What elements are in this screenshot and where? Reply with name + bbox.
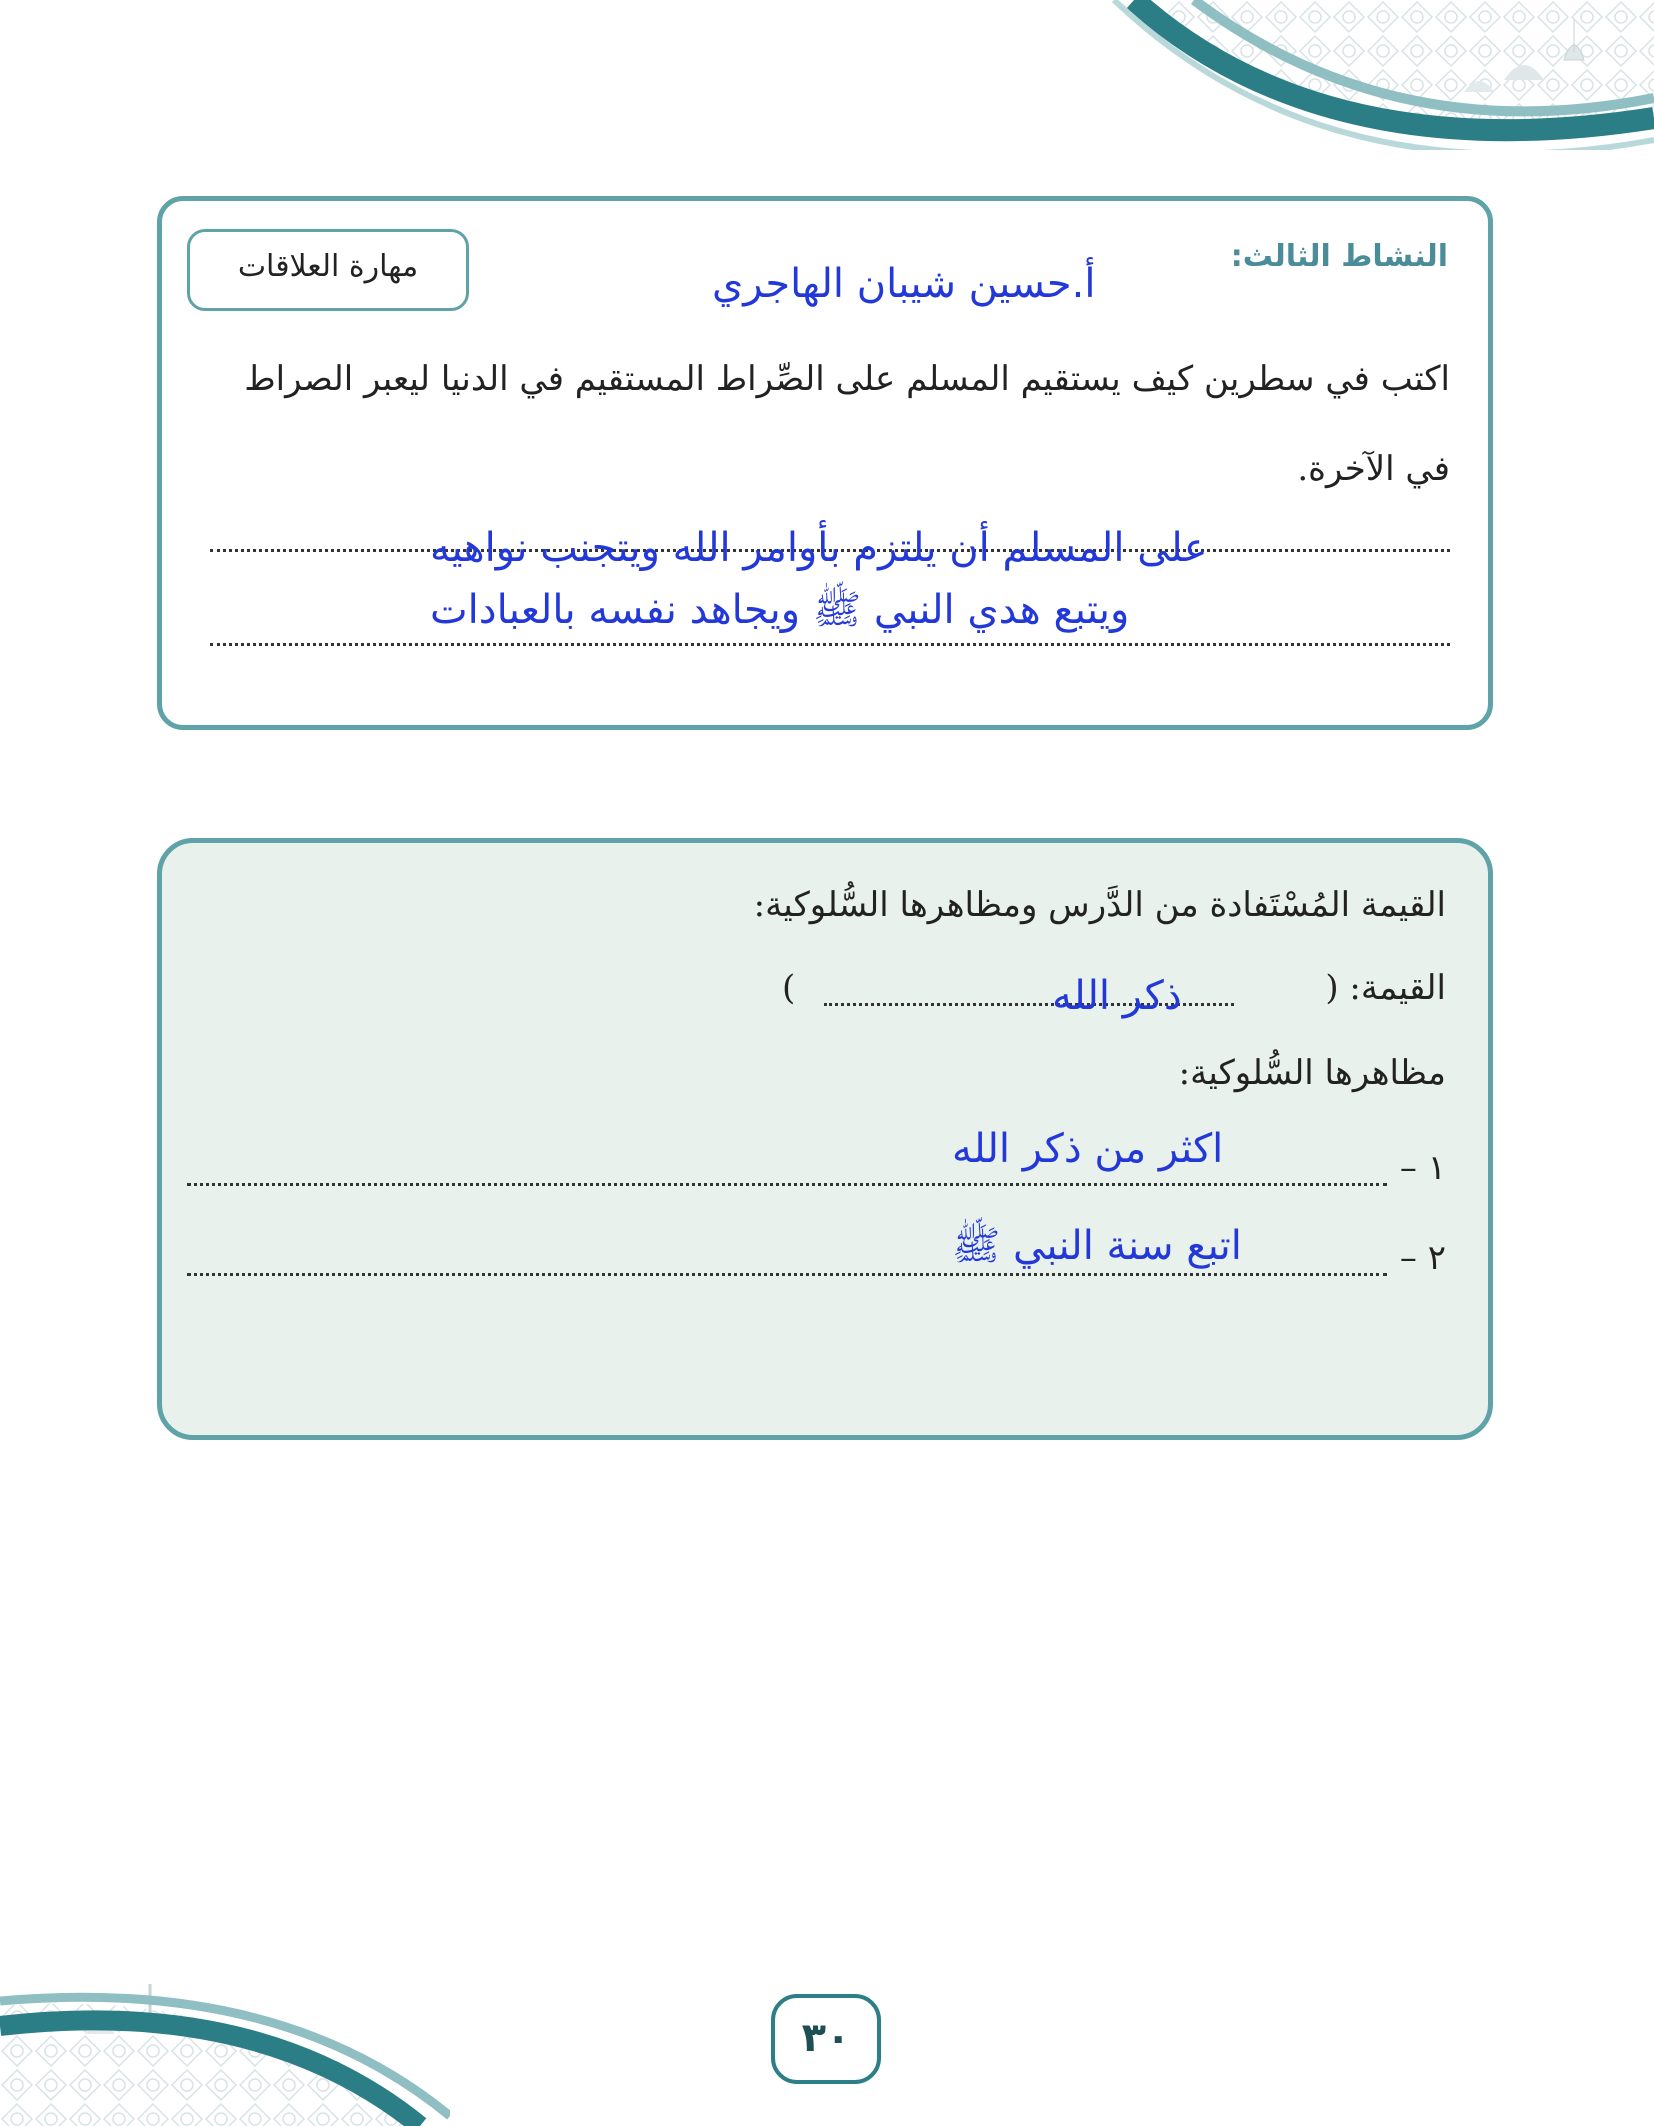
top-decorative-corner bbox=[1094, 0, 1654, 150]
behavior-item-2-number: ٢ – bbox=[1399, 1238, 1446, 1278]
behaviors-label: مظاهرها السُّلوكية: bbox=[1178, 1053, 1446, 1093]
bottom-decorative-corner bbox=[0, 1966, 450, 2126]
behavior-item-1-answer[interactable]: اكثر من ذكر الله bbox=[952, 1126, 1224, 1172]
value-box bbox=[157, 838, 1493, 1440]
value-heading: القيمة المُسْتَفادة من الدَّرس ومظاهرها السُّلوكية: bbox=[753, 885, 1446, 925]
value-answer[interactable]: ذكر الله bbox=[1052, 973, 1182, 1019]
activity-box bbox=[157, 196, 1493, 730]
behavior-item-2-answer[interactable]: اتبع سنة النبي ﷺ bbox=[952, 1223, 1242, 1269]
answer-line-2-rule bbox=[210, 643, 1450, 646]
answer-line-2[interactable]: ويتبع هدي النبي ﷺ ويجاهد نفسه بالعبادات bbox=[430, 587, 1130, 633]
behavior-item-1-rule bbox=[187, 1183, 1387, 1186]
answer-line-1[interactable]: على المسلم أن يلتزم بأوامر الله ويتجنب نواهيه bbox=[430, 525, 1208, 571]
teacher-name: أ.حسين شيبان الهاجري bbox=[712, 261, 1096, 307]
value-close-paren: ) bbox=[782, 968, 796, 1008]
skill-badge: مهارة العلاقات bbox=[187, 229, 469, 311]
activity-title: النشاط الثالث: bbox=[1230, 239, 1448, 274]
value-label: القيمة: ( bbox=[1325, 968, 1446, 1008]
behavior-item-1-number: ١ – bbox=[1399, 1148, 1446, 1188]
page-number: ٣٠ bbox=[771, 1994, 881, 2084]
question-text: اكتب في سطرين كيف يستقيم المسلم على الصِّراط المستقيم في الدنيا ليعبر الصراط في الآخرة. bbox=[244, 359, 1450, 489]
